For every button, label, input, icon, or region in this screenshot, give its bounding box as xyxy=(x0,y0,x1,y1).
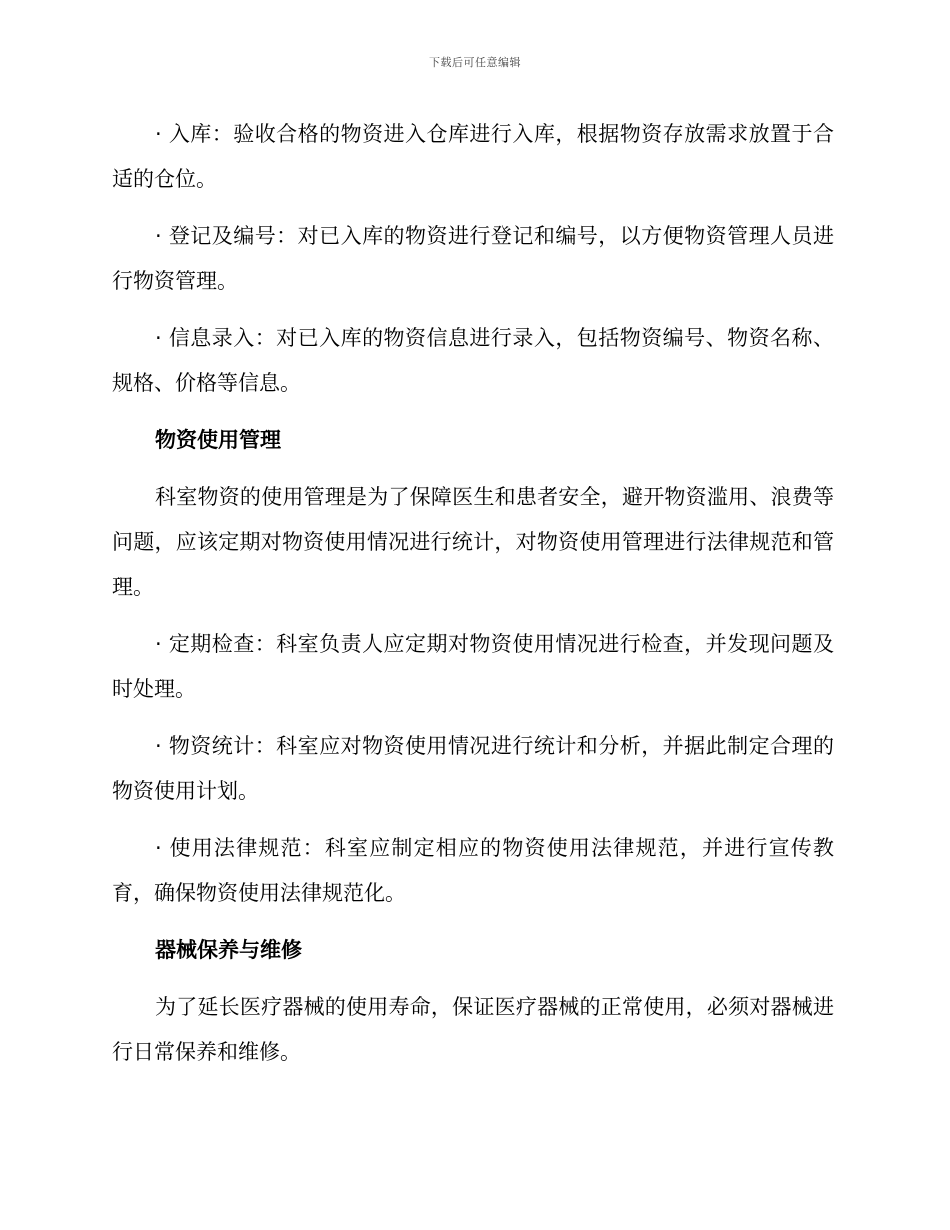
paragraph-maintenance-intro: 为了延长医疗器械的使用寿命，保证医疗器械的正常使用，必须对器械进行日常保养和维修。 xyxy=(112,995,834,1064)
page-header: 下载后可任意编辑 xyxy=(429,56,521,69)
paragraph-registration: · 登记及编号：对已入库的物资进行登记和编号，以方便物资管理人员进行物资管理。 xyxy=(112,224,834,293)
paragraph-info-entry: · 信息录入：对已入库的物资信息进行录入，包括物资编号、物资名称、规格、价格等信息。 xyxy=(112,326,834,395)
paragraph-usage-regulation: · 使用法律规范：科室应制定相应的物资使用法律规范，并进行宣传教育，确保物资使用法律规范化。 xyxy=(112,836,834,905)
paragraph-statistics: · 物资统计：科室应对物资使用情况进行统计和分析，并据此制定合理的物资使用计划。 xyxy=(112,734,834,803)
section-heading-usage-management: 物资使用管理 xyxy=(155,428,281,452)
paragraph-regular-inspection: · 定期检查：科室负责人应定期对物资使用情况进行检查，并发现问题及时处理。 xyxy=(112,632,834,701)
section-heading-maintenance: 器械保养与维修 xyxy=(155,938,302,962)
document-body xyxy=(112,112,834,1087)
paragraph-inbound: · 入库：验收合格的物资进入仓库进行入库，根据物资存放需求放置于合适的仓位。 xyxy=(112,122,834,191)
paragraph-usage-intro: 科室物资的使用管理是为了保障医生和患者安全，避开物资滥用、浪费等问题，应该定期对物资使用情况进行统计，对物资使用管理进行法律规范和管理。 xyxy=(112,485,834,599)
